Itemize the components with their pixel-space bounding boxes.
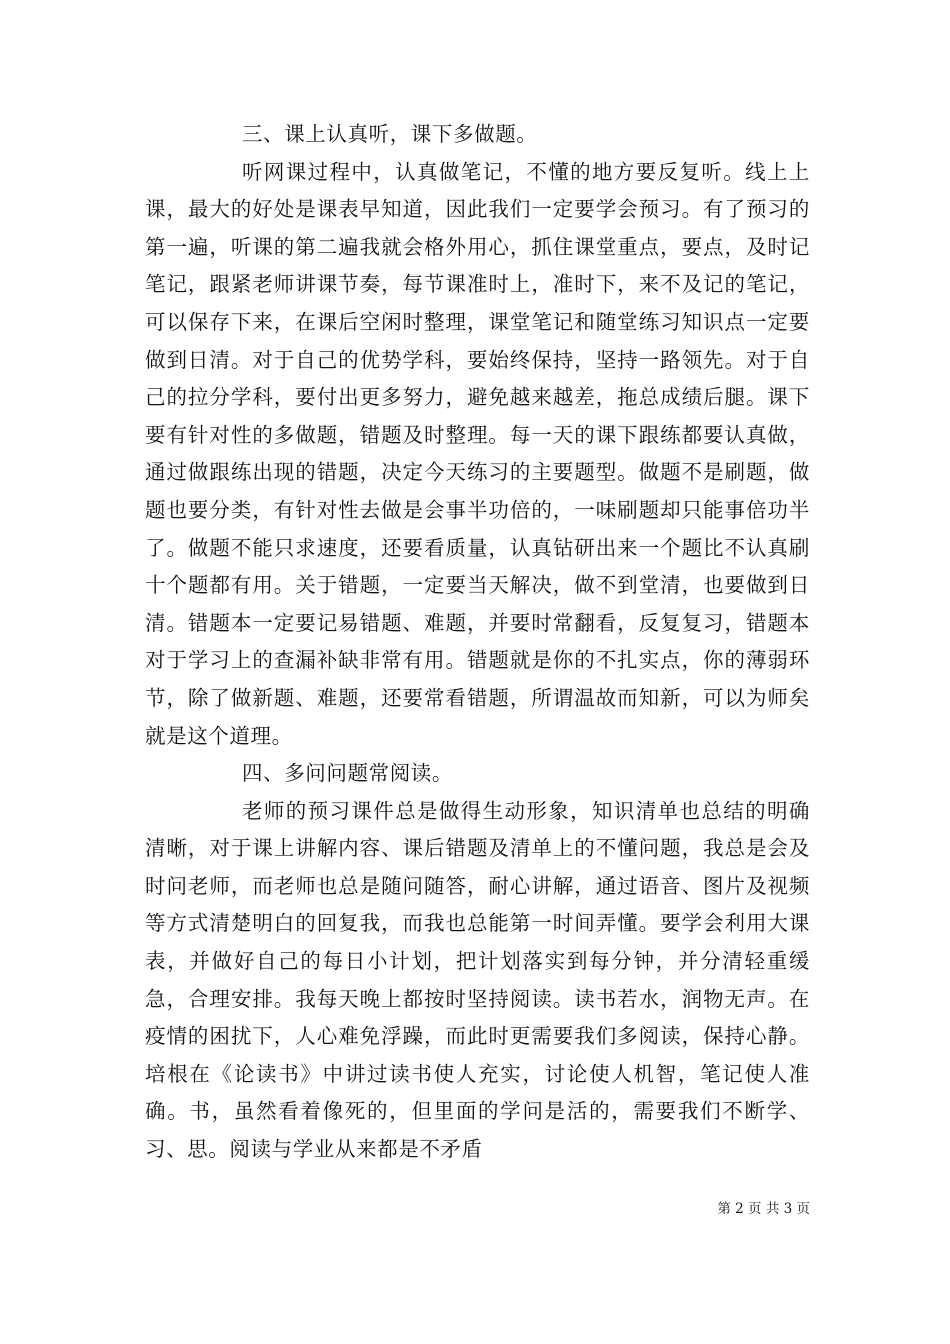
- document-body: [145, 116, 810, 1169]
- section-paragraph-4: 老师的预习课件总是做得生动形象，知识清单也总结的明确清晰，对于课上讲解内容、课后错题及清单上的不懂问题，我总是会及时问老师，而老师也总是随问随答，耐心讲解，通过语音、图片及视频等方式清楚明白的回复我，而我也总能第一时间弄懂。要学会利用大课表，并做好自己的每日小计划，把计划落实到每分钟，并分清轻重缓急，合理安排。我每天晚上都按时坚持阅读。读书若水，润物无声。在疫情的困扰下，人心难免浮躁，而此时更需要我们多阅读，保持心静。培根在《论读书》中讲过读书使人充实，讨论使人机智，笔记使人准确。书，虽然看着像死的，但里面的学问是活的，需要我们不断学、习、思。阅读与学业从来都是不矛盾: [145, 798, 810, 1162]
- page-number-footer: 第 2 页 共 3 页: [717, 1201, 810, 1217]
- section-paragraph-3: 听网课过程中，认真做笔记，不懂的地方要反复听。线上上课，最大的好处是课表早知道，因此我们一定要学会预习。有了预习的第一遍，听课的第二遍我就会格外用心，抓住课堂重点，要点，及时记笔记，跟紧老师讲课节奏，每节课准时上，准时下，来不及记的笔记，可以保存下来，在课后空闲时整理，课堂笔记和随堂练习知识点一定要做到日清。对于自己的优势学科，要始终保持，坚持一路领先。对于自己的拉分学科，要付出更多努力，避免越来越差，拖总成绩后腿。课下要有针对性的多做题，错题及时整理。每一天的课下跟练都要认真做，通过做跟练出现的错题，决定今天练习的主要题型。做题不是刷题，做题也要分类，有针对性去做是会事半功倍的，一味刷题却只能事倍功半了。做题不能只求速度，还要看质量，认真钻研出来一个题比不认真刷十个题都有用。关于错题，一定要当天解决，做不到堂清，也要做到日清。错题本一定要记易错题、难题，并要时常翻看，反复复习，错题本对于学习上的查漏补缺非常有用。错题就是你的不扎实点，你的薄弱环节，除了做新题、难题，还要常看错题，所谓温故而知新，可以为师矣就是这个道理。: [145, 159, 810, 748]
- section-heading-4: 四、多问问题常阅读。: [242, 761, 453, 786]
- section-heading-3: 三、课上认真听，课下多做题。: [242, 122, 538, 146]
